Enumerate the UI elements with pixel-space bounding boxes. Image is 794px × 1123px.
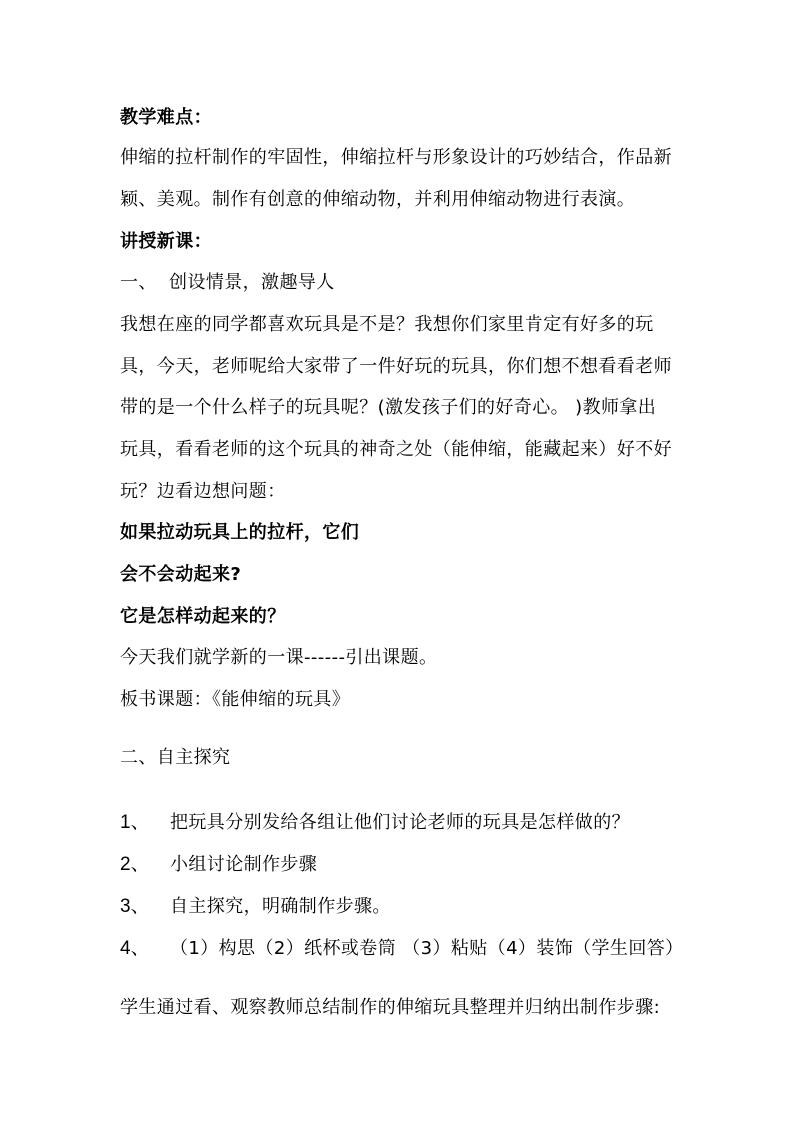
- list-item-text: 小组讨论制作步骤: [170, 854, 318, 875]
- list-item-text: 自主探究，明确制作步骤。: [170, 896, 391, 917]
- section2-title: 二、自主探究: [120, 747, 231, 768]
- question-1: 如果拉动玩具上的拉杆，它们: [120, 522, 360, 543]
- new-lesson-heading: 讲授新课：: [120, 231, 212, 252]
- list-item-text: （1）构思（2）纸杯或卷筒 （3）粘贴（4）装饰（学生回答）: [170, 938, 684, 959]
- intro-line-4: 玩具，看看老师的这个玩具的神奇之处（能伸缩，能藏起来）好不好: [120, 439, 672, 460]
- intro-line-5: 玩？边看边想问题：: [120, 481, 286, 502]
- intro-line-1: 我想在座的同学都喜欢玩具是不是？我想你们家里肯定有好多的玩: [120, 314, 654, 335]
- list-item-number: 1、: [120, 812, 150, 833]
- question-2: 会不会动起来?: [120, 564, 242, 585]
- list-item-number: 3、: [120, 896, 150, 917]
- question-3: 它是怎样动起来的？: [120, 606, 286, 627]
- board-title-text: 板书课题：《能伸缩的玩具》: [120, 689, 351, 710]
- summary-text: 学生通过看、观察教师总结制作的伸缩玩具整理并归纳出制作步骤:: [120, 997, 661, 1018]
- list-item-text: 把玩具分别发给各组让他们讨论老师的玩具是怎样做的？: [170, 812, 630, 833]
- list-item-number: 2、: [120, 854, 150, 875]
- lead-in-text: 今天我们就学新的一课------引出课题。: [120, 647, 438, 668]
- intro-line-3: 带的是一个什么样子的玩具呢？(激发孩子们的好奇心。 )教师拿出: [120, 397, 657, 418]
- difficulty-heading: 教学难点：: [120, 107, 212, 128]
- section1-title: 一、 创设情景，激趣导人: [120, 272, 335, 293]
- list-item-number: 4、: [120, 938, 150, 959]
- difficulty-line-2: 颖、美观。制作有创意的伸缩动物，并利用伸缩动物进行表演。: [120, 189, 636, 210]
- intro-line-2: 具，今天，老师呢给大家带了一件好玩的玩具，你们想不想看看老师: [120, 356, 672, 377]
- difficulty-line-1: 伸缩的拉杆制作的牢固性，伸缩拉杆与形象设计的巧妙结合，作品新: [120, 147, 672, 168]
